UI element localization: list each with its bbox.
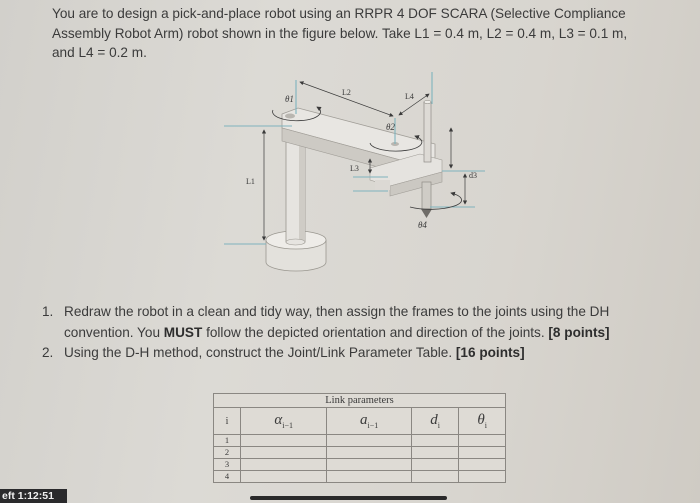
label-theta2: θ2	[386, 122, 395, 132]
label-L2: L2	[342, 88, 351, 97]
question-list	[42, 302, 682, 364]
question-text: Using the D-H method, construct the Joint/Link Parameter Table. [16 points]	[64, 345, 525, 360]
label-L4: L4	[405, 92, 414, 101]
dh-parameter-table	[213, 393, 506, 483]
header-d: $d_i$	[412, 408, 459, 435]
question-2	[42, 343, 682, 364]
question-number: 1.	[42, 304, 54, 319]
table-row: 3	[214, 459, 506, 471]
table-row: 2	[214, 447, 506, 459]
header-alpha: $\alpha_{i-1}$	[241, 408, 327, 435]
table-row: 4	[214, 471, 506, 483]
scara-robot-figure	[210, 72, 500, 287]
question-points: [8 points]	[548, 324, 610, 340]
table-row: 1	[214, 435, 506, 447]
label-theta4: θ4	[418, 220, 427, 230]
question-1	[42, 302, 682, 343]
emphasis-must: MUST	[163, 324, 203, 340]
label-L1: L1	[246, 177, 255, 186]
header-theta: $\theta_i$	[459, 408, 506, 435]
header-a: $a_{i-1}$	[327, 408, 412, 435]
header-i: i	[214, 408, 241, 435]
home-indicator-bar[interactable]	[250, 496, 447, 500]
label-theta1: θ1	[285, 94, 294, 104]
problem-statement: You are to design a pick-and-place robot using an RRPR 4 DOF SCARA (Selective Compliance Assembly Robot Arm) robot shown in the figure below. Take L1 = 0.4 m, L2 = 0.4 m, L3 = 0.1 m, and L4 = 0.2 m.	[52, 6, 628, 60]
label-d3: d3	[469, 171, 477, 180]
time-left-badge: eft 1:12:51	[0, 489, 67, 503]
question-points: [16 points]	[455, 345, 525, 360]
question-text: Redraw the robot in a clean and tidy way, then assign the frames to the joints using the DH convention. You MUST follow the depicted orientation and direction of the joints. [8 points]	[64, 304, 610, 340]
table-caption: Link parameters	[214, 394, 506, 408]
question-number: 2.	[42, 345, 54, 360]
label-L3: L3	[350, 164, 359, 173]
